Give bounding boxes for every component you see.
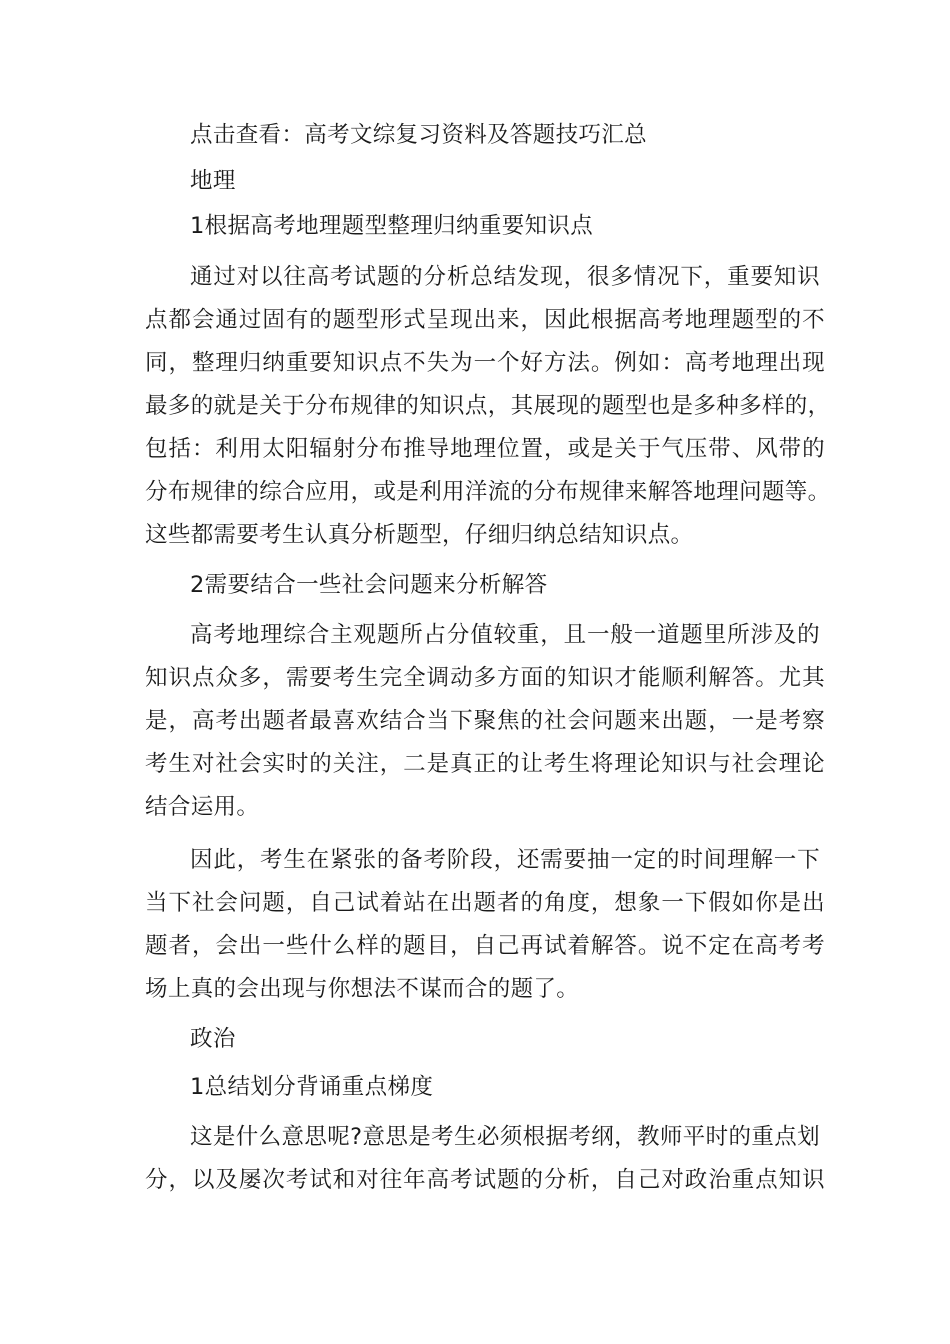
paragraph-line: 知识点众多，需要考生完全调动多方面的知识才能顺利解答。尤其	[145, 665, 825, 691]
paragraph-line: 这些都需要考生认真分析题型，仔细归纳总结知识点。	[145, 522, 694, 548]
section-title-politics: 政治	[190, 1026, 236, 1052]
paragraph-line: 包括：利用太阳辐射分布推导地理位置，或是关于气压带、风带的	[145, 436, 825, 462]
geo-heading-1: 1根据高考地理题型整理归纳重要知识点	[190, 213, 594, 239]
paragraph-line: 最多的就是关于分布规律的知识点，其展现的题型也是多种多样的，	[145, 393, 831, 419]
paragraph-line: 分，以及屡次考试和对往年高考试题的分析，自己对政治重点知识	[145, 1167, 825, 1193]
paragraph-line: 分布规律的综合应用，或是利用洋流的分布规律来解答地理问题等。	[145, 479, 831, 505]
paragraph-line: 结合运用。	[145, 794, 260, 820]
paragraph-line: 高考地理综合主观题所占分值较重，且一般一道题里所涉及的	[190, 622, 820, 648]
geo-heading-2: 2需要结合一些社会问题来分析解答	[190, 572, 548, 598]
paragraph-line: 场上真的会出现与你想法不谋而合的题了。	[145, 976, 580, 1002]
paragraph-line: 通过对以往高考试题的分析总结发现，很多情况下，重要知识	[190, 264, 820, 290]
section-title-geography: 地理	[190, 168, 236, 194]
paragraph-line: 点都会通过固有的题型形式呈现出来，因此根据高考地理题型的不	[145, 307, 825, 333]
paragraph-line: 考生对社会实时的关注，二是真正的让考生将理论知识与社会理论	[145, 751, 825, 777]
paragraph-line: 这是什么意思呢?意思是考生必须根据考纲，教师平时的重点划	[190, 1124, 820, 1150]
paragraph-line: 题者，会出一些什么样的题目，自己再试着解答。说不定在高考考	[145, 933, 825, 959]
pol-heading-1: 1总结划分背诵重点梯度	[190, 1074, 434, 1100]
paragraph-line: 因此，考生在紧张的备考阶段，还需要抽一定的时间理解一下	[190, 847, 820, 873]
paragraph-line: 是，高考出题者最喜欢结合当下聚焦的社会问题来出题，一是考察	[145, 708, 825, 734]
paragraph-line: 当下社会问题，自己试着站在出题者的角度，想象一下假如你是出	[145, 890, 825, 916]
link-review-materials[interactable]: 点击查看：高考文综复习资料及答题技巧汇总	[190, 122, 648, 148]
paragraph-line: 同，整理归纳重要知识点不失为一个好方法。例如：高考地理出现	[145, 350, 825, 376]
